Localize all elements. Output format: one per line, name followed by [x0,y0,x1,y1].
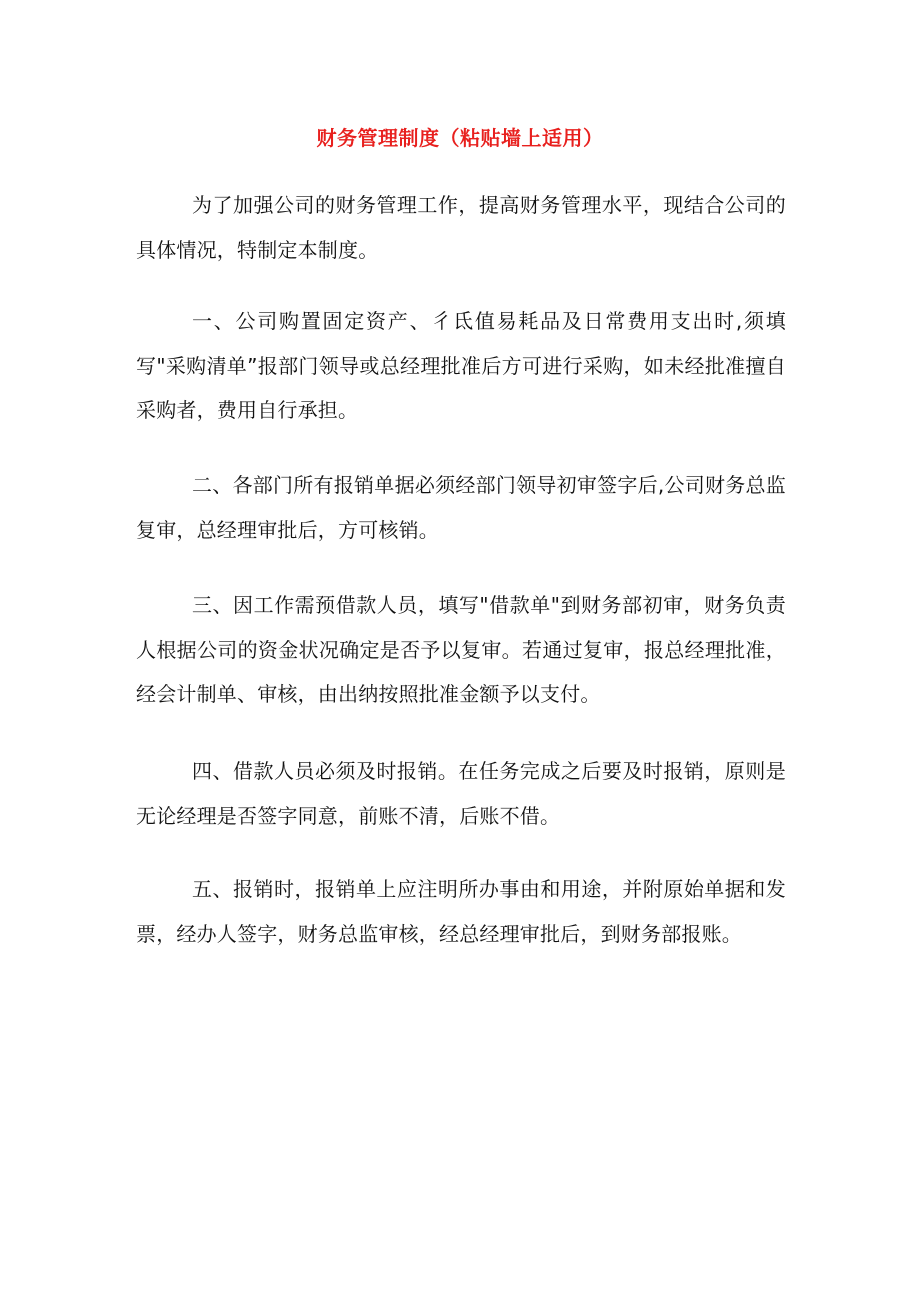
rule-paragraph-1: 一、公司购置固定资产、彳氐值易耗品及日常费用支出时,须填写"采购清单”报部门领导或总经理批准后方可进行采购，如未经批准擅自采购者，费用自行承担。 [136,309,786,422]
intro-paragraph: 为了加强公司的财务管理工作，提高财务管理水平，现结合公司的具体情况，特制定本制度。 [136,193,786,262]
rule-paragraph-2: 二、各部门所有报销单据必须经部门领导初审签字后,公司财务总监复审，总经理审批后，方可核销。 [136,473,786,542]
rule-paragraph-3: 三、因工作需预借款人员，填写"借款单"到财务部初审，财务负责人根据公司的资金状况确定是否予以复审。若通过复审，报总经理批准，经会计制单、审核，由出纳按照批准金额予以支付。 [136,593,786,706]
rule-paragraph-4: 四、借款人员必须及时报销。在任务完成之后要及时报销，原则是无论经理是否签字同意，前账不清，后账不借。 [136,759,786,828]
document-title: 财务管理制度（粘贴墙上适用） [316,126,604,150]
rule-paragraph-5: 五、报销时，报销单上应注明所办事由和用途，并附原始单据和发票，经办人签字，财务总监审核，经总经理审批后，到财务部报账。 [136,877,786,946]
